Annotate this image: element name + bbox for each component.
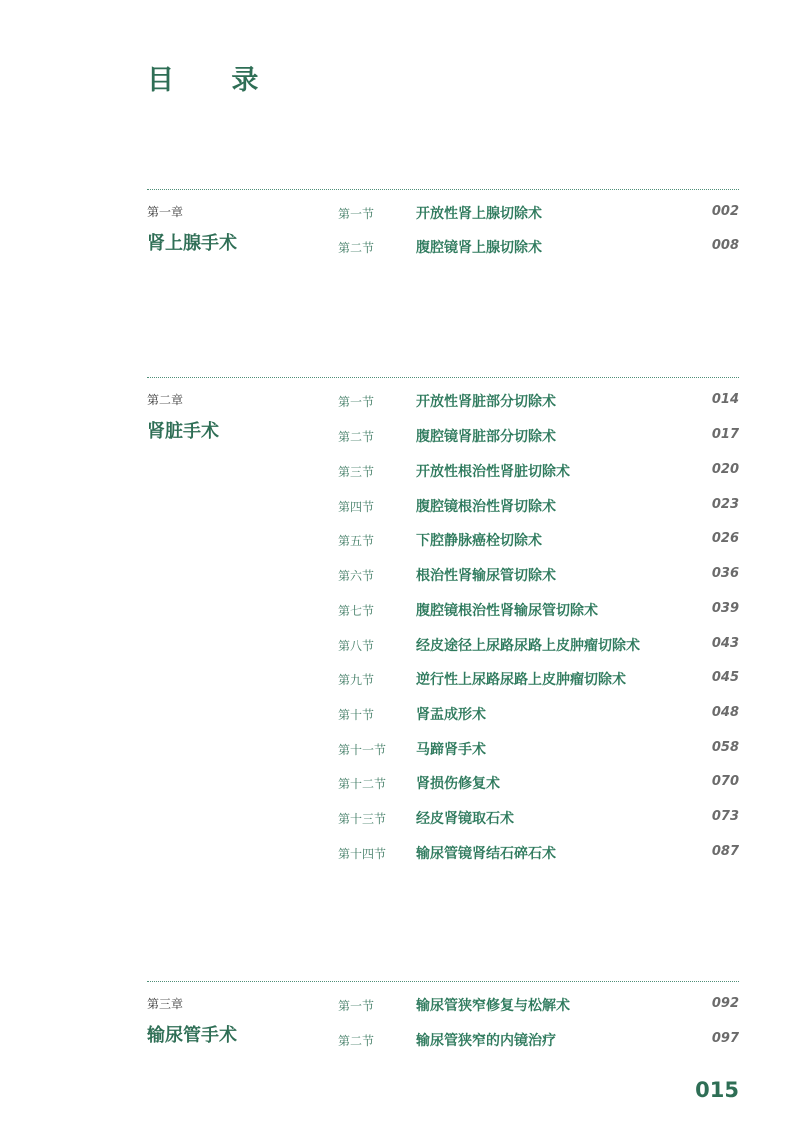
section-number: 第五节 — [338, 534, 375, 548]
section-title: 腹腔镜根治性肾输尿管切除术 — [416, 603, 598, 619]
section-number: 第一节 — [338, 395, 375, 409]
section-page: 097 — [711, 1031, 739, 1046]
section-page: 039 — [711, 601, 739, 616]
dotted-divider — [147, 189, 739, 190]
section-page: 087 — [711, 844, 739, 859]
section-page: 023 — [711, 497, 739, 512]
section-number: 第十三节 — [338, 812, 387, 826]
toc-entry[interactable] — [0, 704, 800, 724]
section-title: 经皮肾镜取石术 — [416, 811, 514, 827]
chapter-number: 第一章 — [147, 205, 184, 219]
section-number: 第十二节 — [338, 777, 387, 791]
page-title: 目 录 — [147, 65, 283, 96]
section-title: 开放性根治性肾脏切除术 — [416, 464, 570, 480]
toc-entry[interactable] — [0, 530, 800, 550]
section-number: 第二节 — [338, 1034, 375, 1048]
section-page: 002 — [711, 204, 739, 219]
toc-entry[interactable] — [0, 739, 800, 759]
section-page: 045 — [711, 670, 739, 685]
toc-entry[interactable] — [0, 669, 800, 689]
section-title: 腹腔镜肾上腺切除术 — [416, 240, 542, 256]
chapter-number: 第三章 — [147, 997, 184, 1011]
section-number: 第三节 — [338, 465, 375, 479]
section-page: 020 — [711, 462, 739, 477]
section-title: 开放性肾上腺切除术 — [416, 206, 542, 222]
toc-entry[interactable] — [0, 1030, 800, 1050]
toc-entry[interactable] — [0, 565, 800, 585]
chapter-number: 第二章 — [147, 393, 184, 407]
section-page: 014 — [711, 392, 739, 407]
section-title: 输尿管狭窄的内镜治疗 — [416, 1033, 556, 1049]
toc-entry[interactable] — [0, 773, 800, 793]
chapter-title: 输尿管手术 — [147, 1025, 237, 1046]
toc-entry[interactable] — [0, 496, 800, 516]
section-number: 第十节 — [338, 708, 375, 722]
section-title: 输尿管镜肾结石碎石术 — [416, 846, 556, 862]
section-page: 026 — [711, 531, 739, 546]
section-page: 092 — [711, 996, 739, 1011]
dotted-divider — [147, 981, 739, 982]
section-number: 第十四节 — [338, 847, 387, 861]
section-number: 第四节 — [338, 500, 375, 514]
page-number: 015 — [695, 1078, 739, 1102]
section-title: 腹腔镜肾脏部分切除术 — [416, 429, 556, 445]
section-title: 逆行性上尿路尿路上皮肿瘤切除术 — [416, 672, 626, 688]
section-page: 043 — [711, 636, 739, 651]
section-page: 017 — [711, 427, 739, 442]
toc-entry[interactable] — [0, 995, 800, 1015]
section-number: 第二节 — [338, 241, 375, 255]
section-page: 058 — [711, 740, 739, 755]
toc-entry[interactable] — [0, 391, 800, 411]
section-number: 第七节 — [338, 604, 375, 618]
section-number: 第九节 — [338, 673, 375, 687]
toc-entry[interactable] — [0, 600, 800, 620]
section-title: 根治性肾输尿管切除术 — [416, 568, 556, 584]
section-title: 肾盂成形术 — [416, 707, 486, 723]
chapter-title: 肾上腺手术 — [147, 233, 237, 254]
toc-entry[interactable] — [0, 843, 800, 863]
section-title: 输尿管狭窄修复与松解术 — [416, 998, 570, 1014]
dotted-divider — [147, 377, 739, 378]
section-page: 070 — [711, 774, 739, 789]
section-title: 经皮途径上尿路尿路上皮肿瘤切除术 — [416, 638, 640, 654]
section-number: 第一节 — [338, 999, 375, 1013]
toc-entry[interactable] — [0, 203, 800, 223]
section-number: 第二节 — [338, 430, 375, 444]
toc-entry[interactable] — [0, 635, 800, 655]
section-title: 开放性肾脏部分切除术 — [416, 394, 556, 410]
section-title: 腹腔镜根治性肾切除术 — [416, 499, 556, 515]
section-number: 第十一节 — [338, 743, 387, 757]
section-title: 马蹄肾手术 — [416, 742, 486, 758]
section-page: 036 — [711, 566, 739, 581]
chapter-title: 肾脏手术 — [147, 421, 219, 442]
section-title: 下腔静脉癌栓切除术 — [416, 533, 542, 549]
section-number: 第六节 — [338, 569, 375, 583]
section-page: 008 — [711, 238, 739, 253]
section-number: 第一节 — [338, 207, 375, 221]
toc-entry[interactable] — [0, 237, 800, 257]
toc-entry[interactable] — [0, 808, 800, 828]
section-title: 肾损伤修复术 — [416, 776, 500, 792]
toc-entry[interactable] — [0, 461, 800, 481]
section-number: 第八节 — [338, 639, 375, 653]
section-page: 073 — [711, 809, 739, 824]
toc-entry[interactable] — [0, 426, 800, 446]
section-page: 048 — [711, 705, 739, 720]
